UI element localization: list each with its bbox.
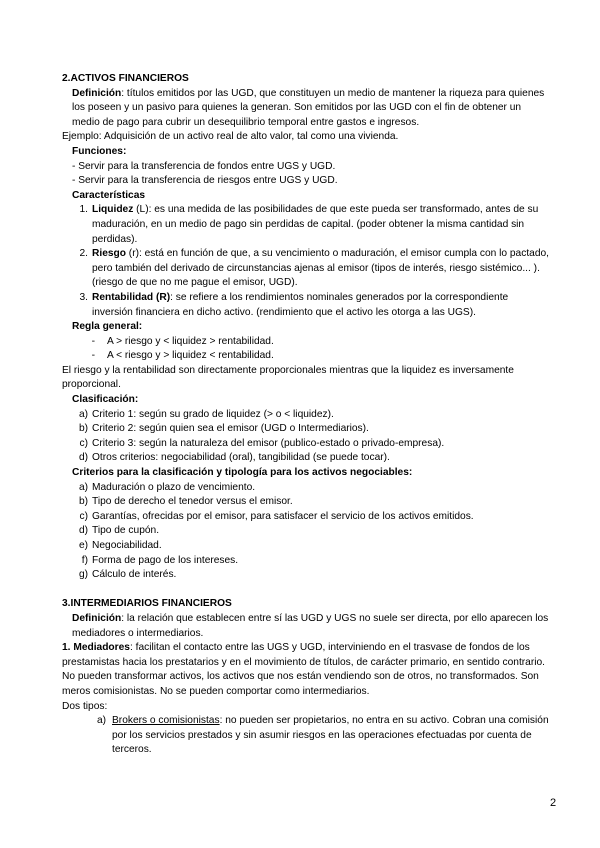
criterio-item: [62, 554, 550, 569]
definition-label: Definición: [72, 87, 122, 99]
regla-item: [62, 335, 550, 350]
funciones-item: - Servir para la transferencia de riesgos entre UGS y UGD.: [72, 175, 338, 187]
caracteristica-text: [92, 247, 550, 291]
list-number: 2.: [79, 248, 88, 260]
tipos-line: Dos tipos:: [62, 700, 108, 712]
criterio-item: [62, 539, 550, 554]
criterio-text: Tipo de cupón.: [92, 525, 160, 537]
section-title-activos: 2.ACTIVOS FINANCIEROS: [62, 73, 189, 84]
list-letter: c): [79, 437, 88, 449]
list-letter: a): [78, 481, 88, 493]
criterio-text: Garantías, ofrecidas por el emisor, para satisfacer el servicio de los activos emitidos.: [92, 510, 474, 522]
clasificacion-item: [62, 408, 550, 423]
definition-text: : la relación que establecen entre sí las UGD y UGS no suele ser directa, por ello aparecen los mediadores o intermediarios.: [72, 612, 549, 639]
criterio-text: Cálculo de interés.: [92, 569, 177, 581]
dash-mark: -: [91, 350, 95, 362]
mediadores-label: 1. Mediadores: [62, 642, 130, 654]
clasificacion-text: Otros criterios: negociabilidad (oral), tangibilidad (se puede tocar).: [92, 452, 390, 464]
criterio-text: Forma de pago de los intereses.: [92, 554, 239, 566]
list-letter: e): [78, 540, 88, 551]
caracteristica-item: [62, 291, 550, 320]
list-letter: c): [79, 510, 88, 522]
brokers-description: : no pueden ser propietarios, no entra en su activo. Cobran una comisión por los servicios prestados y sin asumir riesgos en las operaciones efectuadas por cuenta de terceros.: [112, 715, 549, 756]
criterio-item: [62, 495, 550, 510]
list-number: 3.: [79, 291, 88, 303]
criterio-item: [62, 481, 550, 496]
clasificacion-text: Criterio 2: según quien sea el emisor (UGD o Intermediarios).: [92, 423, 369, 435]
criterio-item: [62, 510, 550, 525]
caracteristicas-heading: Características: [72, 189, 146, 201]
clasificacion-item: [62, 437, 550, 452]
page-number: 2: [550, 797, 557, 809]
list-letter: d): [78, 525, 88, 537]
term: Riesgo: [92, 248, 126, 260]
section-title-intermediarios: 3.INTERMEDIARIOS FINANCIEROS: [62, 598, 232, 610]
example-paragraph: Ejemplo: Adquisición de un activo real de alto valor, tal como una vivienda.: [62, 131, 399, 143]
clasificacion-item: [62, 451, 550, 466]
clasificacion-heading: Clasificación:: [72, 394, 139, 406]
criterio-text: Maduración o plazo de vencimiento.: [92, 481, 256, 493]
caracteristica-text: [92, 203, 550, 247]
caracteristica-text: [92, 291, 550, 320]
criterio-item: [62, 568, 550, 583]
list-letter: b): [78, 423, 88, 435]
definition-label: Definición: [72, 612, 122, 624]
regla-text: A < riesgo y > liquidez < rentabilidad.: [107, 350, 274, 362]
list-letter: b): [78, 496, 88, 508]
dash-mark: -: [91, 335, 95, 347]
list-letter: f): [81, 554, 88, 566]
regla-note: El riesgo y la rentabilidad son directamente proporcionales mientras que la liquidez es inversamente proporcional.: [62, 364, 514, 391]
clasificacion-item: [62, 422, 550, 437]
definition-text: : títulos emitidos por las UGD, que constituyen un medio de mantener la riqueza para quienes los poseen y un pasivo para quienes la generan. Son emitidos por las UGD con el fin de obtener un medio de pago para cubrir un desequilibrio temporal entre gastos e ingresos.: [72, 87, 545, 128]
definition-paragraph: [62, 87, 550, 131]
section-spacer: [62, 583, 550, 598]
criterio-text: Negociabilidad.: [92, 540, 162, 551]
list-letter: d): [78, 452, 88, 464]
list-letter: a): [96, 715, 106, 727]
term: Liquidez: [92, 204, 134, 216]
list-number: 1.: [79, 204, 88, 216]
page-content: [62, 72, 550, 758]
regla-text: A > riesgo y < liquidez > rentabilidad.: [107, 335, 274, 347]
clasificacion-text: Criterio 3: según la naturaleza del emisor (publico-estado o privado-empresa).: [92, 437, 445, 449]
term-description: (L): es una medida de las posibilidades de que este pueda ser transformado, antes de su maduración, en un medio de pago sin perdidas de capital. (poder obtener la misma cantidad sin perdidas).: [92, 204, 539, 245]
list-letter: g): [78, 569, 88, 581]
criterio-text: Tipo de derecho el tenedor versus el emisor.: [92, 496, 293, 508]
brokers-text: [112, 714, 550, 758]
list-letter: a): [78, 408, 88, 420]
criterios-heading: Criterios para la clasificación y tipología para los activos negociables:: [72, 467, 413, 479]
funciones-item: - Servir para la transferencia de fondos entre UGS y UGD.: [72, 160, 336, 172]
criterio-item: [62, 524, 550, 539]
term: Rentabilidad (R): [92, 291, 171, 303]
clasificacion-text: Criterio 1: según su grado de liquidez (> o < liquidez).: [92, 408, 334, 420]
mediadores-text: : facilitan el contacto entre las UGS y UGD, interviniendo en el trasvase de fondos de los prestamistas hacia los prestatarios y en el movimiento de títulos, de carácter primario, en sentido contrario. No pueden transformar activos, los activos que nos están vendiendo son de otros, no transformados. Son meros comisionistas. No se pueden comportar como intermediarios.: [62, 642, 545, 697]
funciones-heading: Funciones:: [72, 145, 127, 157]
term-description: : se refiere a los rendimientos nominales generados por la correspondiente inversión financiera en dicho activo. (rendimiento que el activo les otorga a las UGS).: [92, 291, 509, 318]
mediadores-paragraph: [62, 641, 550, 699]
caracteristica-item: [62, 247, 550, 291]
brokers-term: Brokers o comisionistas: [112, 715, 220, 727]
definition-paragraph: [62, 612, 550, 641]
term-description: (r): está en función de que, a su vencimiento o maduración, el emisor cumpla con lo pactado, pero también del derivado de circunstancias ajenas al emisor (tipos de interés, riesgo sistémico... ). (riesgo de que no me pague el emisor, UGD).: [92, 248, 549, 289]
regla-item: [62, 349, 550, 364]
brokers-item: [62, 714, 550, 758]
regla-heading: Regla general:: [72, 321, 143, 333]
caracteristica-item: [62, 203, 550, 247]
